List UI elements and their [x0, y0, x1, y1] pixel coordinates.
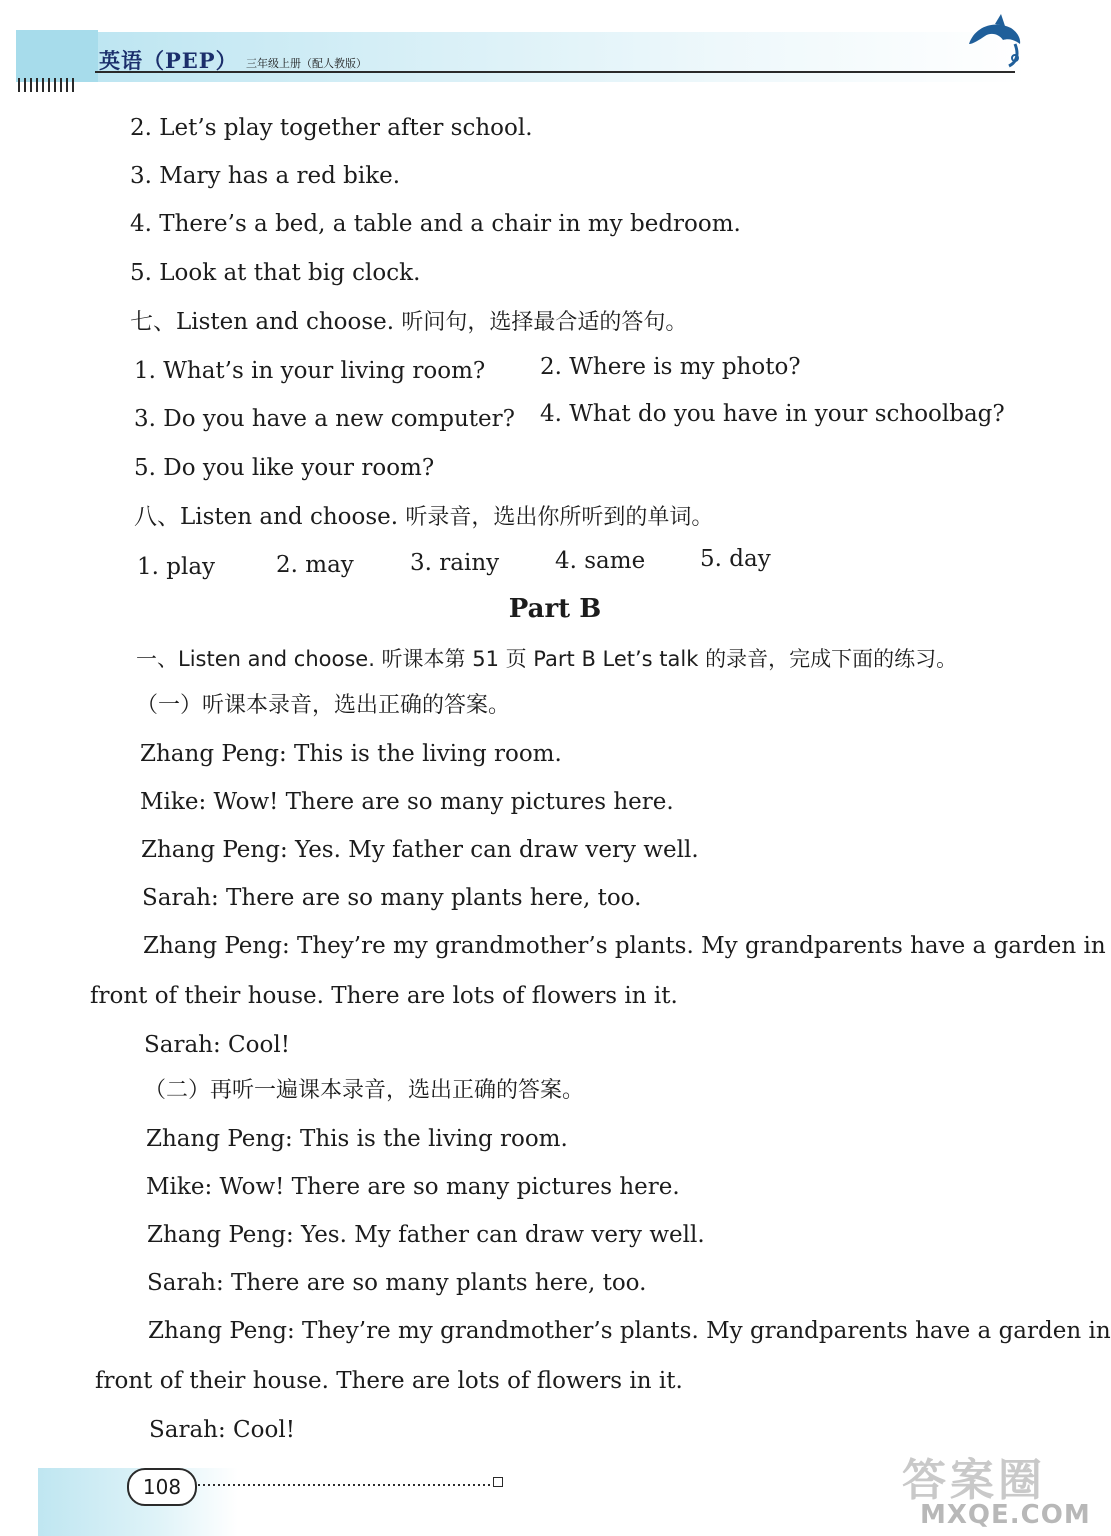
sentence-4: 4. There’s a bed, a table and a chair in my bedroom. — [130, 211, 741, 237]
dialogue-2-line-5: Zhang Peng: They’re my grandmother’s plants. My grandparents have a garden in — [148, 1318, 1111, 1344]
part-b-question-1-heading: 一、Listen and choose. 听课本第 51 页 Part B Let’s talk 的录音，完成下面的练习。 — [136, 647, 958, 671]
section-8-heading-en: 八、Listen and choose. — [134, 504, 399, 530]
question-2: 2. Where is my photo? — [540, 354, 801, 380]
question-5: 5. Do you like your room? — [134, 455, 435, 481]
word-4: 4. same — [555, 548, 646, 574]
dialogue-2-line-7: Sarah: Cool! — [149, 1417, 295, 1443]
header-accent-block — [16, 30, 98, 82]
part-b-title: Part B — [508, 594, 602, 624]
section-7-heading-cn: 听问句，选择最合适的答句。 — [401, 310, 688, 335]
book-subtitle: 三年级上册（配人教版） — [246, 57, 367, 70]
section-7-heading — [130, 308, 687, 337]
page-number: 108 — [127, 1468, 197, 1506]
sentence-5: 5. Look at that big clock. — [130, 260, 421, 286]
dialogue-1-line-6: front of their house. There are lots of flowers in it. — [90, 983, 678, 1009]
footer-square-icon — [493, 1477, 503, 1487]
word-3: 3. rainy — [410, 550, 500, 576]
dialogue-2-line-6: front of their house. There are lots of flowers in it. — [95, 1368, 683, 1394]
sentence-3: 3. Mary has a red bike. — [130, 163, 401, 189]
word-5: 5. day — [700, 546, 771, 572]
header-tick-marks — [18, 78, 74, 92]
dialogue-1-line-5: Zhang Peng: They’re my grandmother’s plants. My grandparents have a garden in — [143, 933, 1106, 959]
dialogue-1-line-2: Mike: Wow! There are so many pictures here. — [140, 789, 674, 815]
watermark-logo: 答案圈 — [902, 1455, 1046, 1506]
subsection-1-heading: （一）听课本录音，选出正确的答案。 — [136, 693, 511, 718]
dialogue-1-line-7: Sarah: Cool! — [144, 1032, 290, 1058]
question-3: 3. Do you have a new computer? — [134, 406, 515, 432]
watermark-site: MXQE.COM — [920, 1500, 1091, 1530]
dialogue-2-line-3: Zhang Peng: Yes. My father can draw very well. — [147, 1222, 705, 1248]
subsection-2-heading: （二）再听一遍课本录音，选出正确的答案。 — [144, 1078, 585, 1103]
footer-dotted-rule — [198, 1484, 492, 1486]
dialogue-1-line-1: Zhang Peng: This is the living room. — [140, 741, 562, 767]
dialogue-1-line-3: Zhang Peng: Yes. My father can draw very well. — [141, 837, 699, 863]
word-2: 2. may — [276, 552, 354, 578]
word-1: 1. play — [137, 554, 216, 580]
section-8-heading — [134, 503, 713, 532]
section-8-heading-cn: 听录音，选出你所听到的单词。 — [405, 505, 714, 530]
question-4: 4. What do you have in your schoolbag? — [540, 401, 1005, 427]
dolphin-logo-icon — [965, 14, 1025, 70]
dialogue-2-line-4: Sarah: There are so many plants here, too. — [147, 1270, 647, 1296]
sentence-2: 2. Let’s play together after school. — [130, 115, 533, 141]
question-1: 1. What’s in your living room? — [134, 358, 486, 384]
dialogue-1-line-4: Sarah: There are so many plants here, too. — [142, 885, 642, 911]
section-7-heading-en: 七、Listen and choose. — [130, 309, 395, 335]
dialogue-2-line-2: Mike: Wow! There are so many pictures here. — [146, 1174, 680, 1200]
page-header — [0, 0, 1065, 100]
dialogue-2-line-1: Zhang Peng: This is the living room. — [146, 1126, 568, 1152]
book-title: 英语（PEP） — [99, 48, 238, 73]
